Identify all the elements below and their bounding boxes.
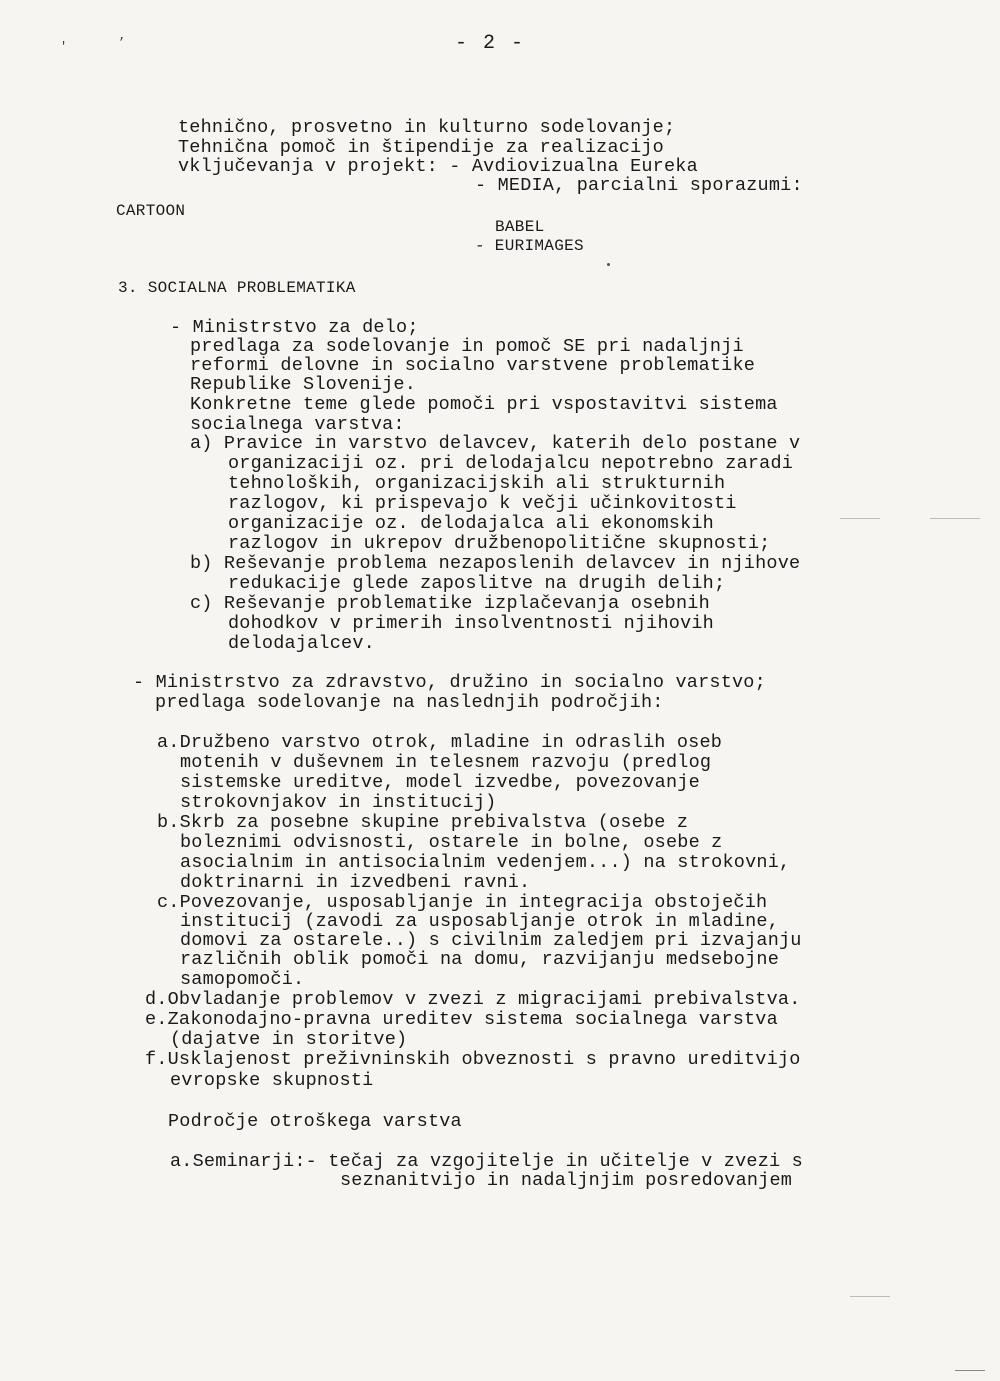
text-line: različnih oblik pomoči na domu, razvijanju medsebojne bbox=[180, 949, 779, 970]
text-line: - Ministrstvo za zdravstvo, družino in socialno varstvo; bbox=[133, 672, 766, 693]
text-line: CARTOON bbox=[116, 202, 186, 220]
scan-artifact bbox=[930, 518, 980, 519]
text-line: predlaga sodelovanje na naslednjih področjih: bbox=[155, 692, 664, 713]
text-line: sistemske ureditve, model izvedbe, povezovanje bbox=[180, 772, 700, 793]
text-line: Republike Slovenije. bbox=[190, 374, 417, 395]
text-line: a) Pravice in varstvo delavcev, katerih delo postane v bbox=[190, 433, 801, 454]
page-number: - 2 - bbox=[455, 32, 526, 55]
text-line: vključevanja v projekt: - Avdiovizualna Eureka bbox=[178, 156, 698, 177]
text-line: dohodkov v primerih insolventnosti njihovih bbox=[228, 613, 714, 634]
text-line: Konkretne teme glede pomoči pri vspostavitvi sistema bbox=[190, 394, 778, 415]
text-line: motenih v duševnem in telesnem razvoju (predlog bbox=[180, 752, 712, 773]
text-line: d.Obvladanje problemov v zvezi z migracijami prebivalstva. bbox=[145, 989, 801, 1010]
text-line: razlogov in ukrepov družbenopolitične skupnosti; bbox=[228, 533, 771, 554]
text-line: predlaga za sodelovanje in pomoč SE pri nadaljnji bbox=[190, 336, 744, 357]
text-line: tehnoloških, organizacijskih ali strukturnih bbox=[228, 473, 726, 494]
text-line: b) Reševanje problema nezaposlenih delavcev in njihove bbox=[190, 553, 801, 574]
text-line: f.Usklajenost preživninskih obveznosti s pravno ureditvijo bbox=[145, 1049, 801, 1070]
scan-mark: ’ bbox=[118, 36, 126, 50]
text-line: evropske skupnosti bbox=[170, 1070, 374, 1091]
text-line: seznanitvijo in nadaljnjim posredovanjem bbox=[340, 1170, 793, 1191]
scan-artifact bbox=[850, 1296, 890, 1297]
text-line: reformi delovne in socialno varstvene problematike bbox=[190, 355, 756, 376]
text-line: - MEDIA, parcialni sporazumi: bbox=[475, 175, 803, 196]
text-line: strokovnjakov in institucij) bbox=[180, 792, 497, 813]
subsection-heading: Področje otroškega varstva bbox=[168, 1111, 462, 1132]
text-line: tehnično, prosvetno in kulturno sodelovanje; bbox=[178, 117, 676, 138]
scan-mark: ' bbox=[60, 40, 68, 54]
text-line: socialnega varstva: bbox=[190, 414, 405, 435]
text-line: (dajatve in storitve) bbox=[170, 1029, 408, 1050]
text-line: Tehnična pomoč in štipendije za realizacijo bbox=[178, 137, 664, 158]
text-line: organizacije oz. delodajalca ali ekonomskih bbox=[228, 513, 714, 534]
text-line: delodajalcev. bbox=[228, 633, 375, 654]
text-line: doktrinarni in izvedbeni ravni. bbox=[180, 872, 531, 893]
text-line: BABEL bbox=[495, 218, 545, 236]
text-line: a.Seminarji:- tečaj za vzgojitelje in učitelje v zvezi s bbox=[170, 1151, 803, 1172]
text-line: organizaciji oz. pri delodajalcu nepotrebno zaradi bbox=[228, 453, 794, 474]
text-line: b.Skrb za posebne skupine prebivalstva (osebe z bbox=[157, 812, 689, 833]
scan-speck bbox=[607, 263, 610, 266]
text-line: asocialnim in antisocialnim vedenjem...) na strokovni, bbox=[180, 852, 791, 873]
text-line: e.Zakonodajno-pravna ureditev sistema socialnega varstva bbox=[145, 1009, 778, 1030]
text-line: - EURIMAGES bbox=[475, 237, 584, 255]
scan-artifact bbox=[840, 518, 880, 519]
text-line: samopomoči. bbox=[180, 969, 305, 990]
text-line: domovi za ostarele..) s civilnim zaledjem pri izvajanju bbox=[180, 930, 802, 951]
text-line: a.Družbeno varstvo otrok, mladine in odraslih oseb bbox=[157, 732, 723, 753]
section-heading: 3. SOCIALNA PROBLEMATIKA bbox=[118, 279, 356, 297]
text-line: institucij (zavodi za usposabljanje otrok in mladine, bbox=[180, 911, 779, 932]
text-line: c) Reševanje problematike izplačevanja osebnih bbox=[190, 593, 710, 614]
text-line: - Ministrstvo za delo; bbox=[170, 317, 419, 338]
text-line: boleznimi odvisnosti, ostarele in bolne, osebe z bbox=[180, 832, 723, 853]
text-line: c.Povezovanje, usposabljanje in integracija obstoječih bbox=[157, 892, 768, 913]
text-line: redukacije glede zaposlitve na drugih delih; bbox=[228, 573, 726, 594]
scan-artifact bbox=[955, 1370, 985, 1371]
text-line: razlogov, ki prispevajo k večji učinkovitosti bbox=[228, 493, 737, 514]
